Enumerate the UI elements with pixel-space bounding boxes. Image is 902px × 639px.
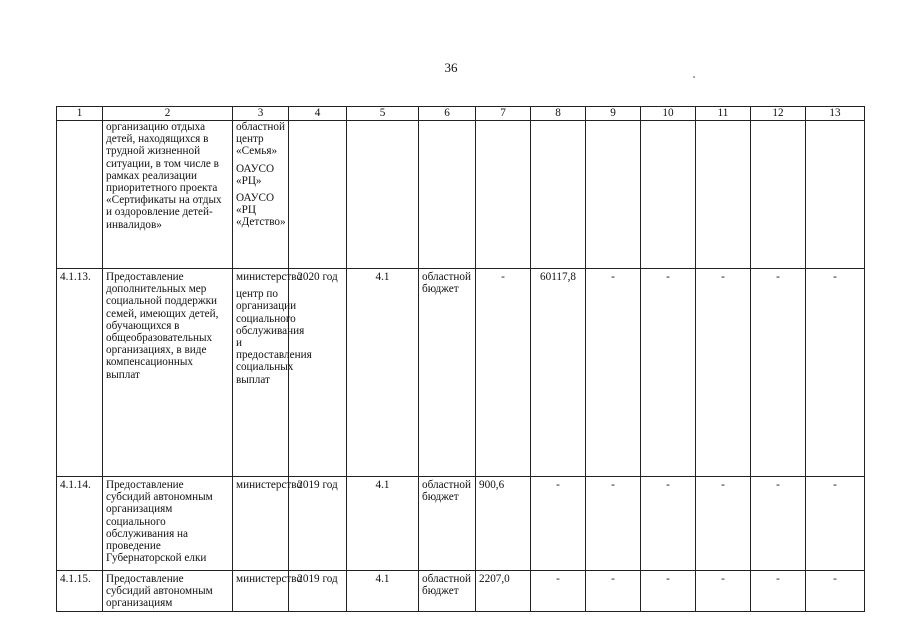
year-text: 2019 год <box>297 479 338 491</box>
column-header: 13 <box>806 107 865 121</box>
amount-col-11 <box>696 269 751 477</box>
amount-col-13 <box>806 477 865 571</box>
amount-text: - <box>721 573 725 585</box>
amount-col-8 <box>531 477 586 571</box>
amount-text: 900,6 <box>479 479 505 491</box>
amount-col-8 <box>531 121 586 269</box>
executor-part: ОАУСО «РЦ «Детство» <box>236 192 286 229</box>
amount-col-13 <box>806 121 865 269</box>
measure-name-text: Предоставление субсидий автономным организациям <box>106 573 213 610</box>
year <box>289 269 347 477</box>
amount-col-8 <box>531 269 586 477</box>
code <box>347 121 419 269</box>
amount-text: - <box>776 271 780 283</box>
amount-text: - <box>556 479 560 491</box>
executor <box>233 121 289 269</box>
year <box>289 121 347 269</box>
column-header: 2 <box>103 107 233 121</box>
amount-text: - <box>666 573 670 585</box>
amount-text: - <box>776 479 780 491</box>
column-header: 5 <box>347 107 419 121</box>
amount-text: - <box>721 479 725 491</box>
amount-text: 2207,0 <box>479 573 510 585</box>
year-text: 2020 год <box>297 271 338 283</box>
amount-col-11 <box>696 477 751 571</box>
amount-col-12 <box>751 477 806 571</box>
amount-text: - <box>833 573 837 585</box>
measure-name: организацию отдыха детей, находящихся в трудной жизненной ситуации, в том числе в рамках реализации приоритетного проекта «Сертификаты на отдых и оздоровление детей-инвалидов» <box>103 121 233 269</box>
page-number: 36 <box>444 60 458 75</box>
program-table <box>56 106 865 612</box>
row-number <box>57 121 103 269</box>
code <box>347 571 419 612</box>
table-row <box>57 571 865 612</box>
code-text: 4.1 <box>375 573 390 585</box>
funding-source-text: областной бюджет <box>422 573 471 598</box>
amount-col-7 <box>476 269 531 477</box>
amount-col-12 <box>751 571 806 612</box>
row-number <box>57 571 103 612</box>
funding-source <box>419 269 476 477</box>
row-number <box>57 477 103 571</box>
amount-col-7 <box>476 571 531 612</box>
amount-col-9 <box>586 269 641 477</box>
year-text: 2019 год <box>297 573 338 585</box>
funding-source <box>419 477 476 571</box>
amount-col-11 <box>696 571 751 612</box>
column-header: 8 <box>531 107 586 121</box>
funding-source-text: областной бюджет <box>422 479 471 504</box>
amount-col-9 <box>586 121 641 269</box>
amount-text: - <box>833 271 837 283</box>
row-number <box>57 269 103 477</box>
code-text: 4.1 <box>375 479 390 491</box>
measure-name <box>103 477 233 571</box>
measure-name-text: Предоставление дополнительных мер социальной поддержки семей, имеющих детей, обучающихся в общеобразовательных организациях, в виде компенсационных выплат <box>106 271 219 381</box>
amount-col-10 <box>641 571 696 612</box>
header-row <box>57 107 865 121</box>
column-header: 10 <box>641 107 696 121</box>
executor <box>233 571 303 612</box>
amount-text: - <box>721 271 725 283</box>
amount-col-8 <box>531 571 586 612</box>
amount-col-9 <box>586 571 641 612</box>
year <box>289 571 347 612</box>
scan-speck <box>693 76 695 78</box>
amount-text: - <box>833 479 837 491</box>
column-header: 1 <box>57 107 103 121</box>
column-header: 7 <box>476 107 531 121</box>
executor-part: ОАУСО «РЦ» <box>236 162 275 187</box>
amount-text: - <box>611 271 615 283</box>
executor <box>233 477 303 571</box>
executor-part: министерство <box>236 479 303 491</box>
column-header: 11 <box>696 107 751 121</box>
code-text: 4.1 <box>375 271 390 283</box>
table-row <box>57 477 865 571</box>
funding-source-text: областной бюджет <box>422 271 471 296</box>
amount-col-12 <box>751 269 806 477</box>
executor-part: министерство <box>236 271 303 283</box>
amount-text: - <box>611 479 615 491</box>
amount-text: - <box>666 479 670 491</box>
executor <box>233 269 312 477</box>
executor-part: областной центр «Семья» <box>236 121 285 158</box>
measure-name <box>103 571 233 612</box>
amount-col-12 <box>751 121 806 269</box>
amount-col-7 <box>476 477 531 571</box>
column-header: 3 <box>233 107 289 121</box>
amount-col-13 <box>806 571 865 612</box>
amount-col-10 <box>641 121 696 269</box>
amount-text: - <box>611 573 615 585</box>
code <box>347 269 419 477</box>
amount-text: - <box>501 271 505 283</box>
funding-source <box>419 571 476 612</box>
amount-col-10 <box>641 477 696 571</box>
amount-col-9 <box>586 477 641 571</box>
funding-source <box>419 121 476 269</box>
amount-text: 60117,8 <box>540 271 576 283</box>
year <box>289 477 347 571</box>
column-header: 12 <box>751 107 806 121</box>
row-number-text: 4.1.13. <box>60 271 91 283</box>
amount-col-10 <box>641 269 696 477</box>
measure-name-text: Предоставление субсидий автономным организациям социального обслуживания на проведение Губернаторской елки <box>106 479 213 565</box>
measure-name <box>103 269 233 477</box>
amount-col-13 <box>806 269 865 477</box>
amount-col-7 <box>476 121 531 269</box>
amount-col-11 <box>696 121 751 269</box>
amount-text: - <box>556 573 560 585</box>
column-header: 9 <box>586 107 641 121</box>
row-number-text: 4.1.15. <box>60 573 91 585</box>
column-header: 6 <box>419 107 476 121</box>
executor-part: центр по организации социального обслуживания и предоставления социальных выплат <box>236 288 312 386</box>
amount-text: - <box>776 573 780 585</box>
table-row <box>57 121 865 269</box>
column-header: 4 <box>289 107 347 121</box>
amount-text: - <box>666 271 670 283</box>
executor-part: министерство <box>236 573 303 585</box>
code <box>347 477 419 571</box>
table-row <box>57 269 865 477</box>
row-number-text: 4.1.14. <box>60 479 91 491</box>
